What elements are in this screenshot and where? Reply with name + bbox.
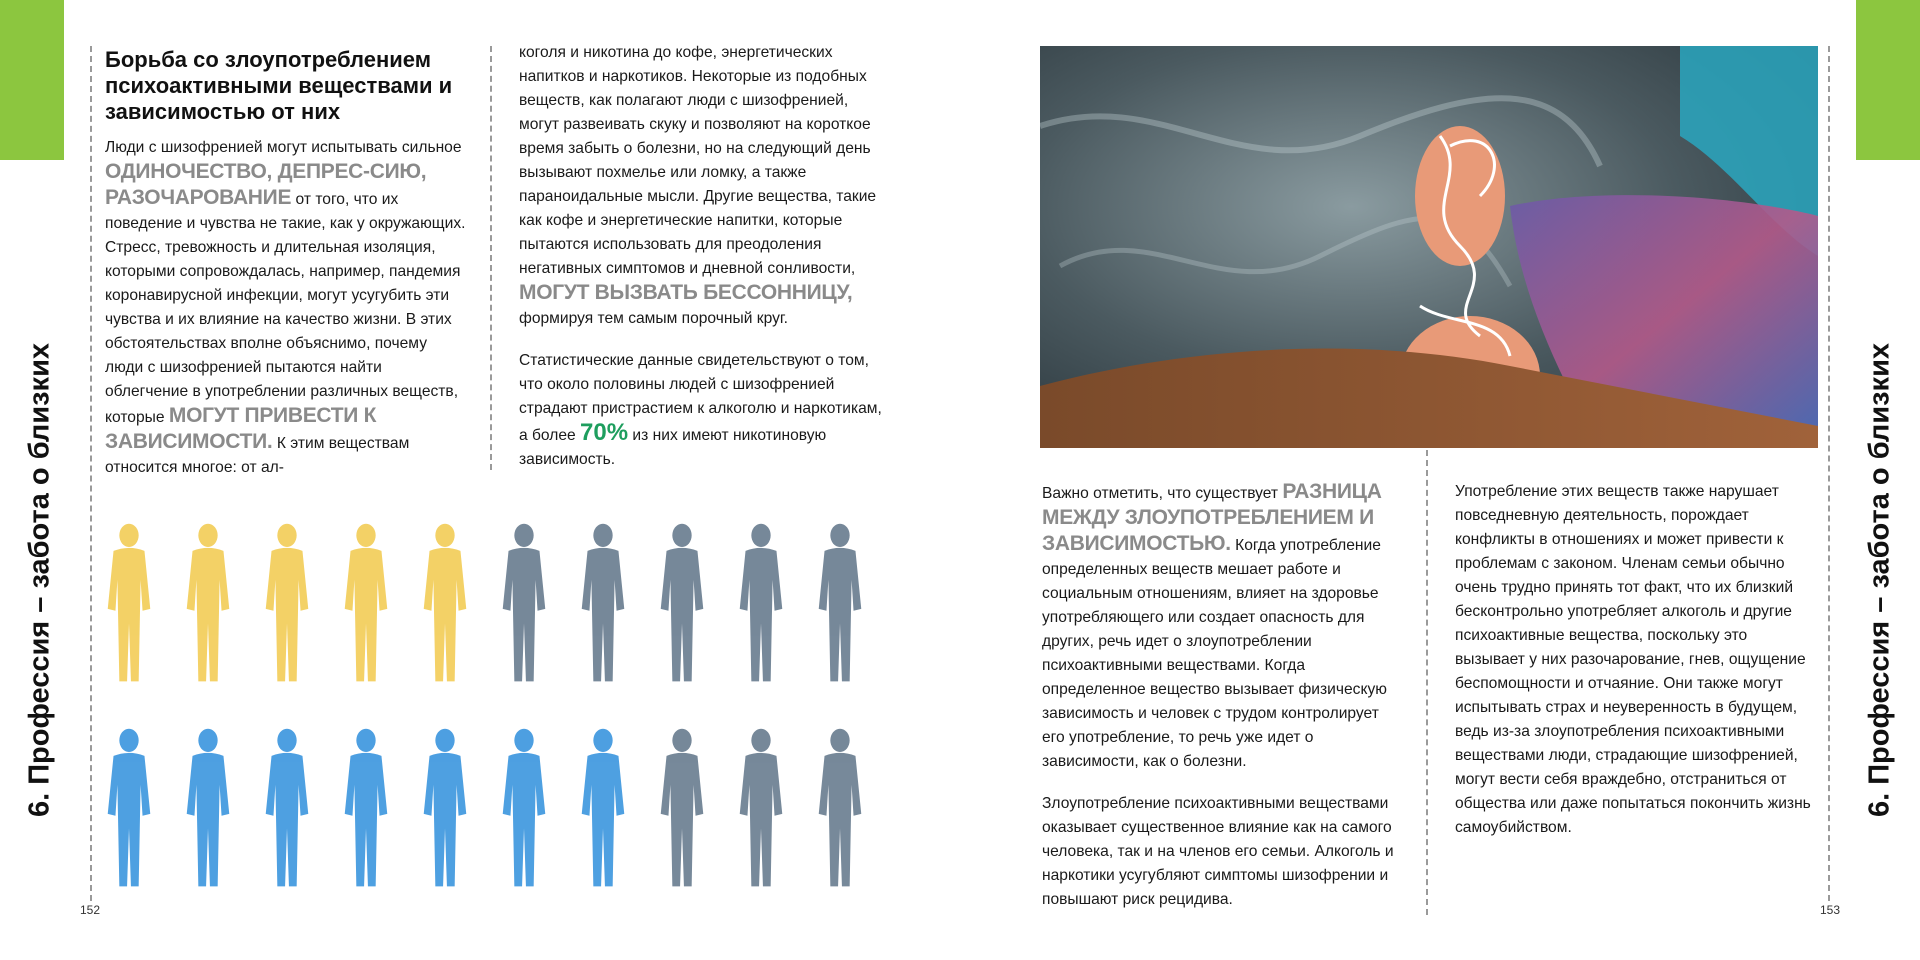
person-figure-icon [179,725,237,893]
paragraph: Употребление этих веществ также нарушает повседневную деятельность, порождает конфликты в отношениях и может привести к проблемам с законом. Членам семьи обычно очень трудно принять тот факт, что их близкий бесконтрольно употребляет алкоголь и другие психоактивные вещества, поскольку это вызывает у них разочарование, гнев, ощущение беспомощности и отчаяние. Они также могут испытывать страх и неуверенность в будущем, ведь из-за злоупотребления психоактивными веществами люди, страдающие шизофренией, могут вести себя враждебно, отстраниться от общества или даже попытаться покончить жизнь самоубийством. [1455,483,1811,836]
dashed-rule-right [1828,46,1830,901]
chapter-title-left: 6. Профессия – забота о близких [23,342,56,818]
paragraph [519,41,891,331]
paragraph [519,349,891,472]
person-figure-icon [574,520,632,688]
person-figure-icon [337,520,395,688]
figures-infographic [100,500,900,920]
text: Когда употребление определенных веществ мешает работе и социальным отношениям, влияет на здоровье употребляющего или создает опасность для других, речь идет о злоупотреблении психоактивными веществами. Когда определенное вещество вызывает физическую зависимость и человек с трудом контролирует его употребление, то речь уже идет о зависимости, как о болезни. [1042,537,1387,770]
person-figure-icon [653,520,711,688]
text: Статистические данные свидетельствуют о том, что около половины людей с шизофренией страдают пристрастием к алкоголю и наркотикам, а более [519,352,882,444]
text: из них имеют никотиновую зависимость. [519,427,827,468]
dashed-rule-right-columns [1426,450,1428,915]
paragraph: Злоупотребление психоактивными веществами оказывает существенное влияние как на самого человека, так и на членов его семьи. Алкоголь и наркотики усугубляют симптомы шизофрении и повышают риск рецидива. [1042,795,1394,908]
person-figure-icon [653,725,711,893]
left-column-1 [105,136,467,480]
highlight-text: РАЗНИЦА МЕЖДУ ЗЛОУПОТРЕБЛЕНИЕМ И ЗАВИСИМОСТЬЮ. [1042,480,1382,555]
right-column-1 [1042,480,1404,912]
person-figure-icon [179,520,237,688]
person-figure-icon [811,725,869,893]
highlight-text: ОДИНОЧЕСТВО, ДЕПРЕС-СИЮ, РАЗОЧАРОВАНИЕ [105,160,427,209]
paragraph [1042,480,1404,774]
dashed-rule-left [90,46,92,901]
text: коголя и никотина до кофе, энергетических напитков и наркотиков. Некоторые из подобных веществ, как полагают люди с шизофренией, могут развеивать скуку и позволяют на короткое время забыть о болезни, но на следующий день вызывают похмелье или ломку, а также параноидальные мысли. Другие вещества, такие как кофе и энергетические напитки, которые пытаются использовать для преодоления негативных симптомов и дневной сонливости, [519,44,877,277]
text: Важно отметить, что существует [1042,485,1283,502]
text: Люди с шизофренией могут испытывать сильное [105,139,462,156]
dashed-rule-left-columns [490,46,492,470]
right-column-2 [1455,480,1817,840]
person-figure-icon [811,520,869,688]
page-number-left: 152 [80,903,101,917]
text: формируя тем самым порочный круг. [519,310,788,327]
person-figure-icon [732,520,790,688]
person-figure-icon [574,725,632,893]
chapter-tab-right [1856,0,1920,160]
person-figure-icon [258,725,316,893]
watercolor-illustration [1040,46,1818,448]
percent-stat: 70% [580,419,629,446]
person-figure-icon [416,520,474,688]
person-figure-icon [100,520,158,688]
page-number-right: 153 [1820,903,1841,917]
paragraph [105,136,467,480]
chapter-tab-left [0,0,64,160]
section-heading: Борьба со злоупотреблением психоактивными веществами и зависимостью от них [105,47,453,124]
figures-row-2 [100,725,900,895]
text: К этим веществам относится многое: от ал- [105,435,410,476]
person-figure-icon [495,520,553,688]
person-figure-icon [100,725,158,893]
person-figure-icon [416,725,474,893]
highlight-text: МОГУТ ПРИВЕСТИ К ЗАВИСИМОСТИ. [105,404,377,453]
figures-row-1 [100,520,900,690]
left-column-2 [519,41,891,472]
person-figure-icon [732,725,790,893]
person-figure-icon [258,520,316,688]
highlight-text: МОГУТ ВЫЗВАТЬ БЕССОННИЦУ, [519,281,853,304]
chapter-title-right: 6. Профессия – забота о близких [1863,342,1896,818]
text: от того, что их поведение и чувства не такие, как у окружающих. Стресс, тревожность и длительная изоляция, которыми сопровождалась, например, пандемия коронавирусной инфекции, могут усугубить эти чувства и их влияние на качество жизни. В этих обстоятельствах вполне объяснимо, почему люди с шизофренией пытаются найти облегчение в употреблении различных веществ, которые [105,191,466,426]
person-figure-icon [337,725,395,893]
person-figure-icon [495,725,553,893]
